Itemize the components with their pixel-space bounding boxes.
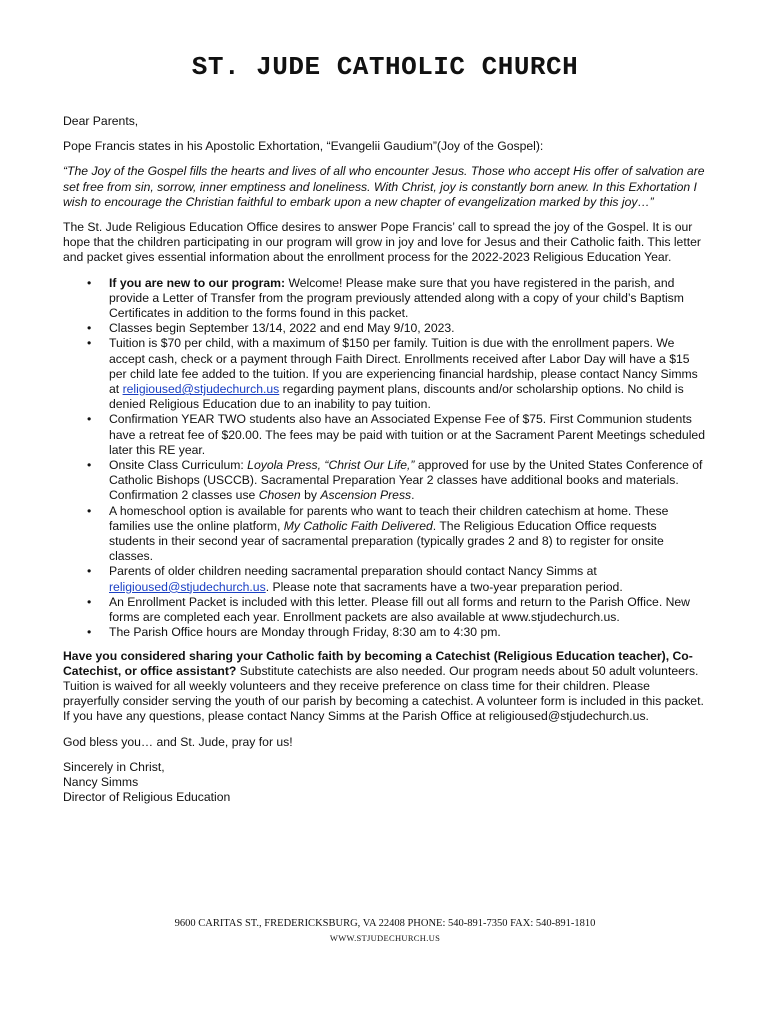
ascension-title: Ascension Press (320, 488, 412, 503)
curriculum-title: Loyola Press, “Christ Our Life,” (247, 458, 415, 473)
signer-title: Director of Religious Education (63, 790, 231, 805)
gospel-quote: “The Joy of the Gospel fills the hearts and lives of all who encounter Jesus. Those who accept His offer of salvation are set free from sin, sorrow, inner emptiness and loneliness. With Christ, joy is constantly born anew. In this Exhortation I wish to encourage the Christian faithful to embark upon a new chapter of evangelization marked by this joy…” (63, 164, 705, 209)
homeschool-text: A homeschool option is available for parents who want to teach their children catechism at home. These families use the online platform, (109, 503, 669, 533)
catechist-lead: Have you considered sharing your Catholic faith by becoming a Catechist (Religious Education teacher), Co-Catechist, or office assistant? (63, 648, 693, 678)
curriculum-end: . (411, 488, 415, 503)
list-item (109, 504, 705, 565)
list-item: • The Parish Office hours are Monday through Friday, 8:30 am to 4:30 pm. (109, 625, 705, 640)
intro-paragraph: Pope Francis states in his Apostolic Exhortation, “Evangelii Gaudium”(Joy of the Gospel): (63, 139, 544, 154)
info-bullet-list (63, 276, 705, 641)
list-item (109, 276, 705, 322)
list-item (109, 564, 705, 594)
older-children-text-end: . Please note that sacraments have a two-year preparation period. (265, 579, 623, 594)
signer-name: Nancy Simms (63, 774, 139, 789)
platform-title: My Catholic Faith Delivered (283, 518, 433, 533)
letterhead-footer (0, 916, 770, 946)
mission-paragraph: The St. Jude Religious Education Office desires to answer Pope Francis’ call to spread the joy of the Gospel. It is our hope that the children participating in our program will grow in joy and love for Jesus and their Catholic faith. This letter and packet gives essential information about the enrollment process for the 2022-2023 Religious Education Year. (63, 220, 701, 265)
church-name-heading: ST. JUDE CATHOLIC CHURCH (191, 52, 579, 82)
curriculum-text: Onsite Class Curriculum: (109, 458, 248, 473)
catechist-paragraph (63, 649, 705, 725)
catechist-text: Substitute catechists are also needed. Our program needs about 50 adult volunteers. Tuition is waived for all weekly volunteers and they receive preference on class time for their children. Please prayerfully consider serving the youth of our parish by becoming a catechist. A volunteer form is included in this packet. If you have any questions, please contact Nancy Simms at the Parish Office at religioused@stjudechurch.us. (63, 663, 704, 724)
older-children-text: Parents of older children needing sacramental preparation should contact Nancy Simms at (109, 564, 597, 579)
chosen-title: Chosen (258, 488, 301, 503)
closing-line: Sincerely in Christ, (63, 759, 165, 774)
signature-block (63, 760, 705, 806)
list-item: • Classes begin September 13/14, 2022 and end May 9/10, 2023. (109, 321, 705, 336)
new-program-text: Welcome! Please make sure that you have registered in the parish, and provide a Letter of Transfer from the program previously attended along with a copy of your child’s Baptism Certificates in addition to the forms found in this packet. (109, 275, 684, 321)
salutation: Dear Parents, (63, 114, 139, 128)
tuition-text-end: regarding payment plans, discounts and/or scholarship options. No child is denied Religious Education due to an inability to pay tuition. (109, 382, 684, 412)
footer-address: 9600 CARITAS ST., FREDERICKSBURG, VA 22408 PHONE: 540-891-7350 FAX: 540-891-1810 (174, 918, 596, 929)
list-item (109, 336, 705, 412)
blessing: God bless you… and St. Jude, pray for us! (63, 734, 293, 749)
email-link[interactable]: religioused@stjudechurch.us (122, 382, 280, 397)
new-program-lead: If you are new to our program: (109, 275, 286, 290)
footer-website: WWW.STJUDECHURCH.US (329, 933, 441, 943)
curriculum-text-2: approved for use by the United States Conference of Catholic Bishops (USCCB). Sacramental Preparation Year 2 classes have additional books and materials. Confirmation 2 classes use (109, 458, 703, 503)
letter-body (63, 114, 705, 805)
list-item (109, 458, 705, 504)
list-item: • Confirmation YEAR TWO students also have an Associated Expense Fee of $75. First Communion students have a retreat fee of $20.00. The fees may be paid with tuition or at the Sacrament Parent Meetings scheduled later this RE year. (109, 412, 705, 458)
curriculum-by: by (300, 488, 321, 503)
email-link[interactable]: religioused@stjudechurch.us (109, 579, 266, 594)
list-item: • An Enrollment Packet is included with this letter. Please fill out all forms and return to the Parish Office. New forms are completed each year. Enrollment packets are also available at www.stjudechurch.us. (109, 595, 705, 625)
homeschool-text-end: . The Religious Education Office requests students in their second year of sacramental preparation (typically grades 2 and 8) to register for onsite classes. (109, 518, 664, 564)
tuition-text: Tuition is $70 per child, with a maximum of $150 per family. Tuition is due with the enrollment papers. We accept cash, check or a payment through Faith Direct. Enrollments received after Labor Day will have a $15 per child late fee added to the tuition. If you are experiencing financial hardship, please contact Nancy Simms at (109, 336, 698, 397)
